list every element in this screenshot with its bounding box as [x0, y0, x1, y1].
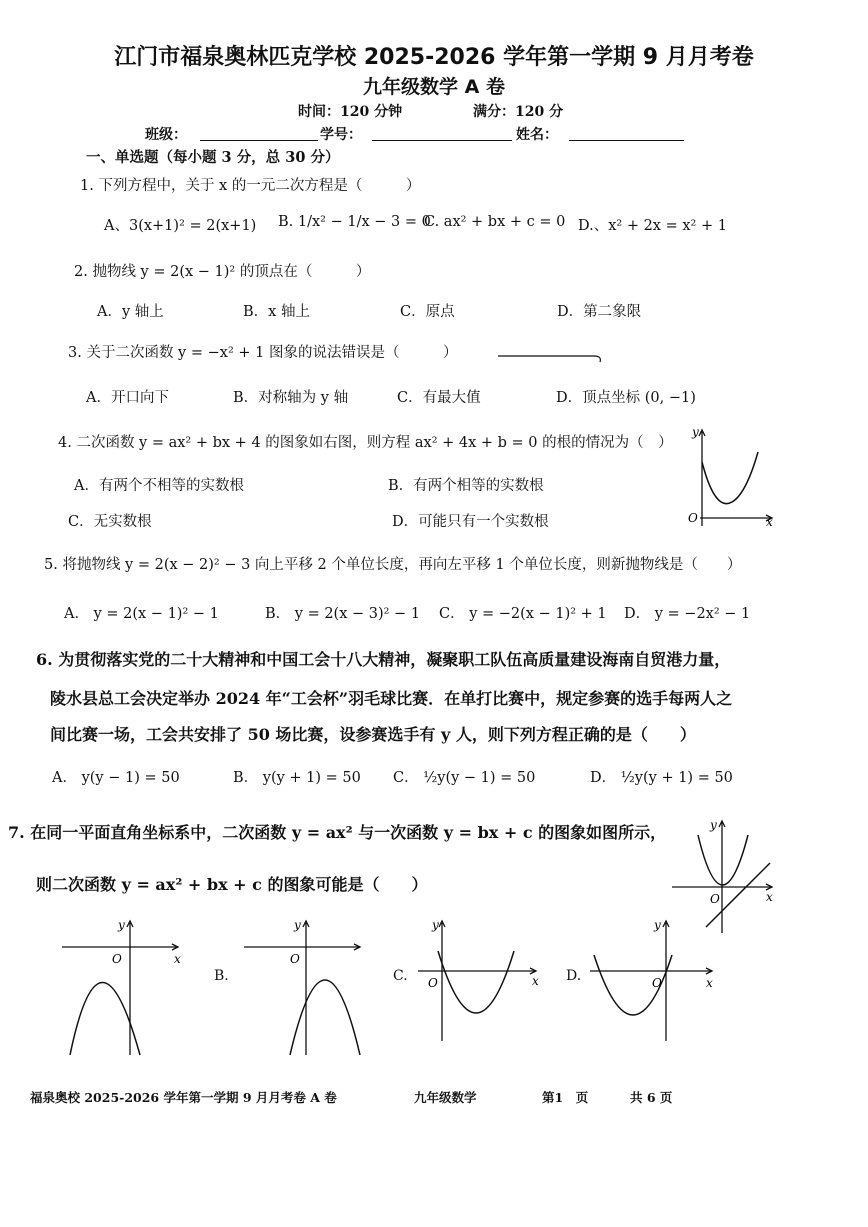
question-5-option-b[interactable]: B． y = 2(x − 3)² − 1 [265, 606, 421, 622]
student-id-field-label: 学号： [320, 127, 362, 143]
parabola-curve [290, 980, 360, 1055]
question-1-option-d[interactable]: D.、x² + 2x = x² + 1 [578, 218, 727, 234]
question-7-option-b-graph[interactable] [240, 915, 380, 1065]
class-field[interactable] [200, 126, 318, 141]
question-6-option-a[interactable]: A． y(y − 1) = 50 [52, 770, 180, 786]
question-1-option-b[interactable]: B. 1/x² − 1/x − 3 = 0 [278, 214, 431, 230]
question-2-option-a[interactable]: A．y 轴上 [97, 304, 164, 320]
question-4-graph [680, 422, 780, 532]
x-axis-label: x [706, 976, 713, 990]
question-1-stem: 1. 下列方程中，关于 x 的一元二次方程是（ ） [80, 178, 421, 194]
question-3-option-c[interactable]: C．有最大值 [397, 390, 481, 406]
question-7-line-1: 7. 在同一平面直角坐标系中，二次函数 y = ax² 与一次函数 y = bx + c 的图象如图所示， [8, 823, 667, 842]
y-axis-label: y [432, 918, 439, 932]
question-5-option-a[interactable]: A． y = 2(x − 1)² − 1 [64, 606, 219, 622]
question-3-stem: 3. 关于二次函数 y = −x² + 1 图象的说法错误是（ ） [68, 345, 458, 361]
question-5-option-c[interactable]: C． y = −2(x − 1)² + 1 [439, 606, 607, 622]
footer-school: 福泉奥校 2025-2026 学年第一学期 9 月月考卷 A 卷 [30, 1090, 337, 1105]
parabola-curve [438, 951, 514, 1013]
question-4-stem: 4. 二次函数 y = ax² + bx + 4 的图象如右图，则方程 ax² + 4x + b = 0 的根的情况为（ ） [58, 435, 673, 451]
question-3-option-b[interactable]: B．对称轴为 y 轴 [233, 390, 349, 406]
exam-time: 时间：120 分钟 [298, 104, 403, 120]
y-axis-label: y [654, 918, 661, 932]
name-field-label: 姓名： [516, 127, 558, 143]
class-field-label: 班级： [145, 127, 187, 143]
x-axis-label: x [766, 890, 773, 904]
question-5-stem: 5. 将抛物线 y = 2(x − 2)² − 3 向上平移 2 个单位长度，再向左平移 1 个单位长度，则新抛物线是（ ） [44, 557, 742, 573]
parabola-curve [702, 452, 758, 504]
x-axis-label: x [174, 952, 181, 966]
exam-full-score: 满分：120 分 [473, 104, 564, 120]
question-7-option-c-graph[interactable] [416, 915, 556, 1045]
origin-label: O [688, 511, 698, 525]
question-2-stem: 2. 抛物线 y = 2(x − 1)² 的顶点在（ ） [74, 264, 371, 280]
x-axis-label: x [766, 515, 773, 529]
footer-total: 共 6 页 [630, 1090, 673, 1105]
question-1-option-a[interactable]: A、3(x+1)² = 2(x+1) [104, 218, 257, 234]
question-4-option-a[interactable]: A．有两个不相等的实数根 [74, 478, 244, 494]
question-7-line-2: 则二次函数 y = ax² + bx + c 的图象可能是（ ） [36, 875, 428, 894]
question-3-option-a[interactable]: A．开口向下 [86, 390, 169, 406]
footer-page: 第1 页 [542, 1090, 589, 1105]
question-7-option-b-label: B. [214, 968, 229, 984]
y-axis-label: y [118, 918, 125, 932]
question-4-option-b[interactable]: B．有两个相等的实数根 [388, 478, 544, 494]
origin-label: O [710, 892, 720, 906]
y-axis-label: y [294, 918, 301, 932]
exam-subtitle: 九年级数学 A 卷 [363, 76, 505, 98]
origin-label: O [428, 976, 438, 990]
question-6-line-3: 间比赛一场，工会共安排了 50 场比赛，设参赛选手有 y 人，则下列方程正确的是（ ） [50, 725, 696, 744]
question-6-option-d[interactable]: D． ½y(y + 1) = 50 [590, 770, 733, 786]
origin-label: O [112, 952, 122, 966]
question-7-option-a-graph[interactable] [60, 915, 200, 1065]
name-field[interactable] [569, 126, 684, 141]
question-1-option-c[interactable]: C. ax² + bx + c = 0 [424, 214, 566, 230]
origin-label: O [652, 976, 662, 990]
question-6-line-1: 6. 为贯彻落实党的二十大精神和中国工会十八大精神，凝聚职工队伍高质量建设海南自贸港力量， [36, 650, 731, 669]
y-axis-label: y [710, 818, 717, 832]
x-axis-label: x [532, 974, 539, 988]
question-5-option-d[interactable]: D． y = −2x² − 1 [624, 606, 751, 622]
exam-title: 江门市福泉奥林匹克学校 2025-2026 学年第一学期 9 月月考卷 [114, 45, 754, 70]
question-7-option-d-label: D. [566, 968, 582, 984]
question-4-option-d[interactable]: D．可能只有一个实数根 [392, 514, 549, 530]
section-heading: 一、单选题（每小题 3 分，总 30 分） [86, 149, 340, 166]
y-axis-label: y [692, 425, 699, 439]
question-6-line-2: 陵水县总工会决定举办 2024 年“工会杯”羽毛球比赛．在单打比赛中，规定参赛的选手每两人之 [50, 689, 733, 708]
question-3-option-d[interactable]: D．顶点坐标 (0, −1) [556, 390, 696, 406]
stray-mark [498, 350, 608, 364]
origin-label: O [290, 952, 300, 966]
footer-grade: 九年级数学 [414, 1090, 477, 1105]
parabola-curve [698, 835, 748, 885]
question-7-option-c-label: C. [393, 968, 408, 984]
question-2-option-d[interactable]: D．第二象限 [557, 304, 642, 320]
question-7-option-d-graph[interactable] [588, 915, 728, 1045]
question-4-option-c[interactable]: C．无实数根 [68, 514, 152, 530]
question-6-option-b[interactable]: B． y(y + 1) = 50 [233, 770, 361, 786]
question-2-option-b[interactable]: B．x 轴上 [243, 304, 310, 320]
question-2-option-c[interactable]: C．原点 [400, 304, 455, 320]
question-6-option-c[interactable]: C． ½y(y − 1) = 50 [393, 770, 536, 786]
student-id-field[interactable] [372, 126, 512, 141]
